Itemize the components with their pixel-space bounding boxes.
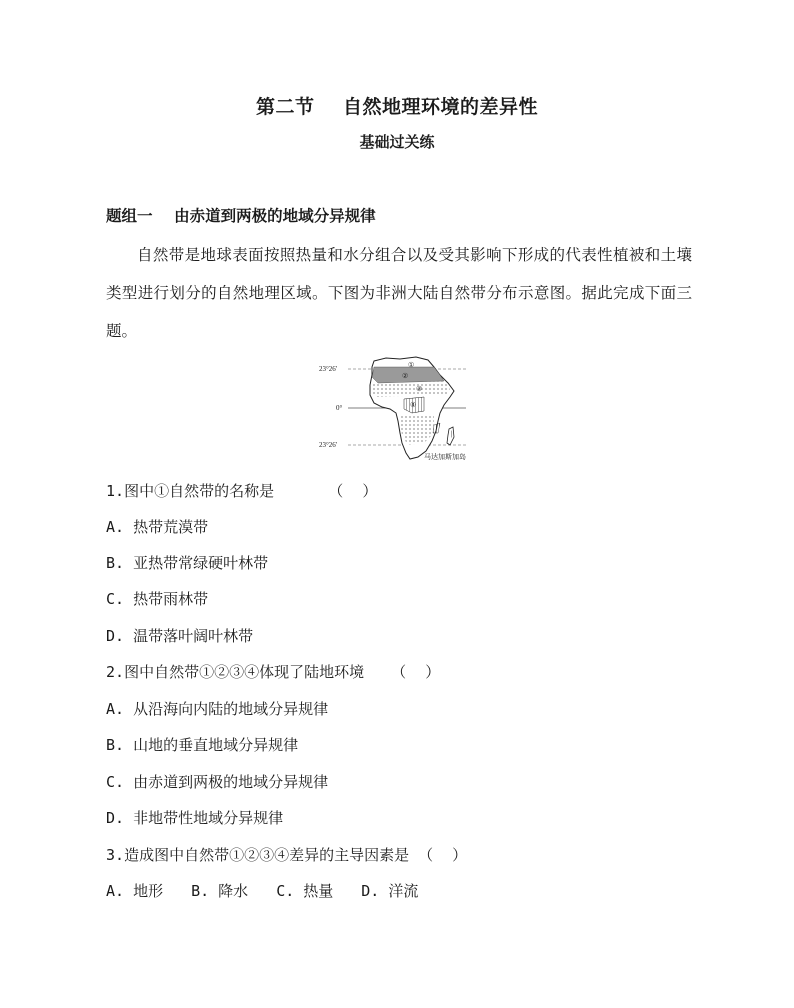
madagascar-label: 马达加斯加岛 [424,453,466,461]
question-2-number: 2. [106,663,125,681]
question-2-option-d: D. 非地带性地域分异规律 [106,809,284,827]
question-2-bracket: （ ） [391,663,441,681]
question-1-option-d: D. 温带落叶阔叶林带 [106,627,254,645]
savanna-zone [370,381,450,397]
question-3-option-a: A. 地形 [106,882,164,900]
question-1-option-c: C. 热带雨林带 [106,590,209,608]
question-2-stem [106,661,440,682]
question-2-option-b: B. 山地的垂直地域分异规律 [106,736,299,754]
question-3-text: 造成图中自然带①②③④差异的主导因素是 [124,846,410,864]
question-2-option-c: C. 由赤道到两极的地域分异规律 [106,773,329,791]
lat-label-south: 23°26′ [319,441,338,449]
question-1-stem [106,480,377,501]
zone-marker-2: ② [402,372,409,380]
lat-label-equator: 0° [336,404,343,412]
zone-marker-1: ① [408,361,415,369]
intro-paragraph: 自然带是地球表面按照热量和水分组合以及受其影响下形成的代表性植被和土壤类型进行划分的自然地理区域。下图为非洲大陆自然带分布示意图。据此完成下面三题。 [106,246,692,340]
question-1-text: 图中①自然带的名称是 [124,482,275,500]
question-1-option-a: A. 热带荒漠带 [106,518,209,536]
question-3-bracket: （ ） [418,846,468,864]
zone-marker-4: ④ [410,401,417,409]
question-3-stem [106,844,467,865]
page-subtitle: 基础过关练 [359,133,435,151]
lat-label-north: 23°26′ [319,365,338,373]
question-1-number: 1. [106,482,125,500]
question-3-option-d: D. 洋流 [361,882,419,900]
question-3-option-c: C. 热量 [276,882,334,900]
question-group-heading: 题组一 由赤道到两极的地域分异规律 [106,206,376,225]
question-3-number: 3. [106,846,125,864]
question-1-bracket: （ ） [328,482,378,500]
zone-marker-3: ③ [416,385,423,393]
question-2-option-a: A. 从沿海向内陆的地域分异规律 [106,700,329,718]
question-1-option-b: B. 亚热带常绿硬叶林带 [106,554,269,572]
question-3-options [106,880,418,901]
page-title: 第二节 自然地理环境的差异性 [256,96,538,118]
question-2-text: 图中自然带①②③④体现了陆地环境 [124,663,365,681]
question-3-option-b: B. 降水 [191,882,249,900]
africa-natural-zones-map [316,347,488,465]
